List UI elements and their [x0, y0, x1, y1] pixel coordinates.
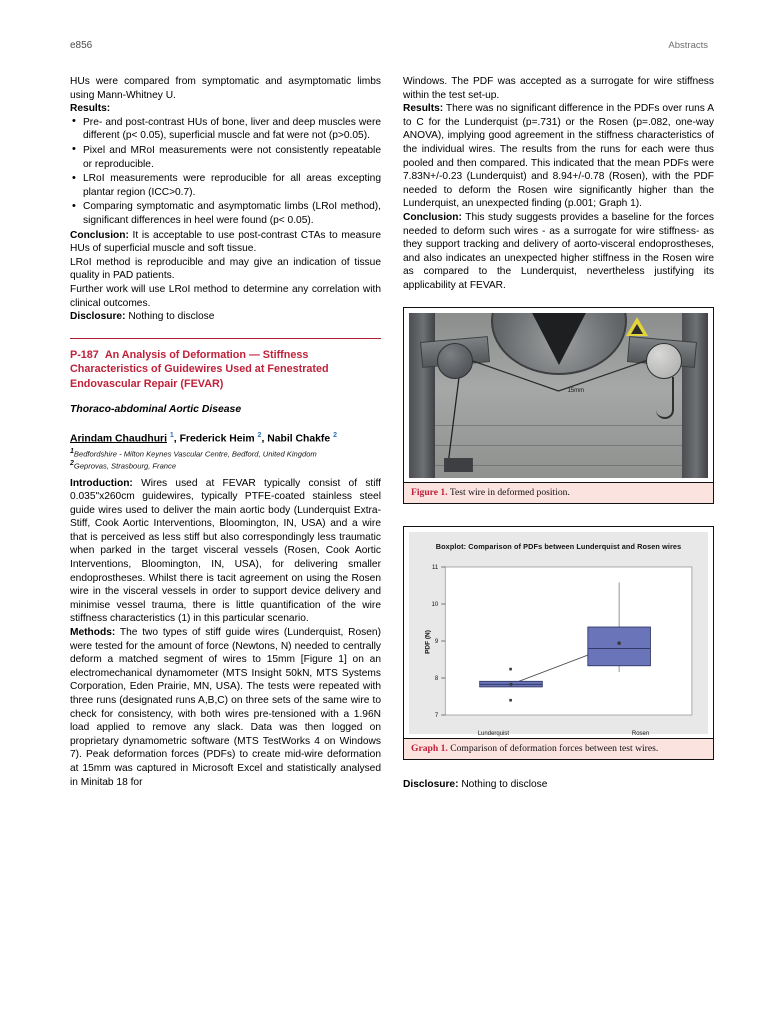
disclosure-label: Disclosure: [403, 778, 459, 790]
affiliation-line [70, 447, 381, 459]
disclosure-paragraph [70, 310, 381, 324]
list-item: • LRoI measurements were reproducible for all areas excepting plantar region (ICC>0.7). [70, 172, 381, 199]
figure-1-caption-label: Figure 1. [411, 486, 448, 498]
abstract-divider-rule [70, 338, 381, 339]
author-affiliation-marker: 1 [169, 431, 174, 439]
graph-1-block [403, 526, 714, 760]
plot-area [417, 555, 700, 737]
continued-paragraph: HUs were compared from symptomatic and asymptomatic limbs using Mann-Whitney U. [70, 76, 381, 101]
methods-paragraph [70, 626, 381, 789]
methods-label: Methods: [70, 627, 116, 639]
affiliation-text: Geprovas, Strasbourg, France [73, 461, 177, 471]
results-label: Results: [403, 103, 444, 115]
graph-1-caption [404, 738, 713, 759]
photo-left-roller [437, 343, 473, 379]
graph-1-frame [404, 527, 713, 738]
figure-1-photograph [409, 313, 708, 478]
x-axis-tick-labels [417, 731, 700, 737]
x-tick-label: Lunderquist [477, 730, 510, 737]
introduction-label: Introduction: [70, 477, 133, 489]
figure-1-frame [404, 308, 713, 482]
abstract-title [70, 348, 381, 392]
boxplot-chart [409, 532, 708, 737]
affiliation-text: Bedfordshire - Milton Keynes Vascular Centre, Bedford, United Kingdom [73, 449, 317, 459]
svg-text:9: 9 [434, 638, 439, 645]
introduction-paragraph [70, 477, 381, 627]
conclusion-text: This study suggests provides a baseline for the forces needed to deform such wires - as a surrogate for wire stiffness- as they support tracking and delivery of aorto-visceral endoprostheses, and also indicates an unexpected higher stiffness in the Rosen wire as compared to the Lunderquist, nevertheless justifying its applicability at FEVAR. [403, 211, 714, 291]
conclusion-paragraph-2: LRoI method is reproducible and may give an indication of tissue quality in PAD patients. [70, 256, 381, 282]
x-tick-label: Rosen [631, 730, 650, 737]
methods-continued-paragraph: Windows. The PDF was accepted as a surrogate for wire stiffness within the test set-up. [403, 76, 714, 101]
methods-text: The two types of stiff guide wires (Lunderquist, Rosen) were tested for the amount of force (Newtons, N) needed to centrally deform a matched segment of wires to 15mm [Figure 1] on an electromechanical dynamometer (MTS Insight 50kN, MTS Systems Corporation, Eden Prairie, MN, USA). The tests were repeated with three runs (designated runs A,B,C) on three sets of the same wire to check for consistency, with both wires pre-tensioned with a 1.96N load applied to remove any slack. Data was then logged on proprietary dynamometric software (MTS TestWorks 4 on Windows 7). Peak deformation forces (PDFs) to create mid-wire deformation at 15mm was captured in Microsoft Excel and statistically analysed in Minitab 18 for [70, 627, 381, 788]
photo-load-hook [656, 377, 674, 419]
two-column-body [70, 75, 714, 791]
introduction-text: Wires used at FEVAR typically consist of stiff 0.035"x260cm guidewires, typically PTFE-coated stainless steel guide wires used to deliver the main aortic body (Lunderquist Extra-Stiff, Cook Aortic Interventions, Bloomington, IN, USA) and a wire that is perceived as less stiff but also correspondingly less traumatic when parked in the target visceral vessels (Rosen, Cook Aortic Interventions, Bloomington, IN, USA), for delivering smaller endoprostheses. Whilst there is tacit agreement on using the Rosen wire in the visceral vessels in order to support device delivery and minimise vessel trauma, there is little quantification of the wire stiffness characteristics (1) in this particular scenario. [70, 477, 381, 625]
left-column [70, 75, 381, 789]
graph-1-caption-label: Graph 1. [411, 742, 448, 754]
abstract-topic: Thoraco-abdominal Aortic Disease [70, 404, 242, 416]
figure-1-caption-text: Test wire in deformed position. [447, 486, 570, 498]
results-label: Results: [70, 103, 111, 115]
list-item: • Comparing symptomatic and asymptomatic limbs (LRoI method), significant differences in heel were found (p< 0.05). [70, 200, 381, 227]
disclosure-text: Nothing to disclose [458, 778, 548, 790]
svg-text:10: 10 [431, 601, 439, 608]
conclusion-paragraph [70, 229, 381, 256]
disclosure-text: Nothing to disclose [125, 311, 215, 323]
results-text: There was no significant difference in the PDFs over runs A to C for the Lunderquist (p=.731) or the Rosen (p=.082, one-way ANOVA), implying good agreement in the stiffness characteristics of the individual wires. The results from the runs for each were thus pooled and then compared. This indicated that the mean PDFs were 7.83N+/-0.23 (Lunderquist) and 8.94+/-0.78 (Rosen), with the PDF needed to deform the Rosen wire significantly higher than the Lunderquist, an unexpected finding (p.001; Graph 1). [403, 103, 714, 210]
conclusion-label: Conclusion: [403, 211, 462, 223]
author-list: Arindam Chaudhuri $^1$, Frederick Heim $^2$, Nabil Chakfe $^2$ [70, 431, 337, 445]
photo-dimension-label: 15mm [567, 388, 585, 395]
list-item: • Pre- and post-contrast HUs of bone, liver and deep muscles were different (p< 0.05), superficial muscle and fat were not (p>0.05). [70, 116, 381, 143]
author-name: Nabil Chakfe [267, 433, 331, 445]
photo-right-roller [646, 343, 682, 379]
conclusion-label: Conclusion: [70, 229, 129, 241]
graph-1-caption-text: Comparison of deformation forces between test wires. [447, 742, 659, 754]
author-affiliation-marker: 2 [333, 431, 337, 439]
right-column [403, 75, 714, 791]
svg-text:8: 8 [434, 675, 439, 682]
results-heading [70, 102, 381, 116]
chart-title: Boxplot: Comparison of PDFs between Lunderquist and Rosen wires [435, 541, 682, 551]
page-folio: e856 [70, 40, 93, 51]
affiliation-line [70, 459, 381, 471]
figure-1-caption [404, 482, 713, 503]
conclusion-paragraph-3: Further work will use LRoI method to determine any correlation with clinical outcomes. [70, 283, 381, 309]
boxplot-svg [417, 555, 700, 730]
affiliation-marker: 2 [70, 460, 74, 468]
svg-text:11: 11 [431, 564, 439, 571]
disclosure-label: Disclosure: [70, 311, 126, 323]
conclusion-text: It is acceptable to use post-contrast CTAs to measure HUs of superficial muscle and soft tissue. [70, 229, 381, 255]
y-axis-label: PDF (N) [424, 630, 432, 654]
results-paragraph [403, 102, 714, 211]
conclusion-paragraph [403, 211, 714, 293]
abstract-title-text: An Analysis of Deformation — Stiffness Characteristics of Guidewires Used at Fenestrated Endovascular Repair (FEVAR) [70, 348, 329, 390]
list-item: • Pixel and MRoI measurements were not consistently repeatable or reproducible. [70, 144, 381, 171]
results-bullet-list [70, 116, 381, 228]
author-name: Arindam Chaudhuri [70, 433, 167, 445]
abstract-id: P-187 [70, 348, 99, 361]
running-head [70, 40, 708, 51]
running-head-section: Abstracts [668, 40, 708, 51]
figure-1-block [403, 307, 714, 504]
author-affiliation-marker: 2 [257, 431, 262, 439]
author-name: Frederick Heim [179, 433, 255, 445]
affiliation-marker: 1 [70, 448, 74, 456]
disclosure-paragraph [403, 778, 714, 792]
svg-text:7: 7 [434, 712, 439, 719]
